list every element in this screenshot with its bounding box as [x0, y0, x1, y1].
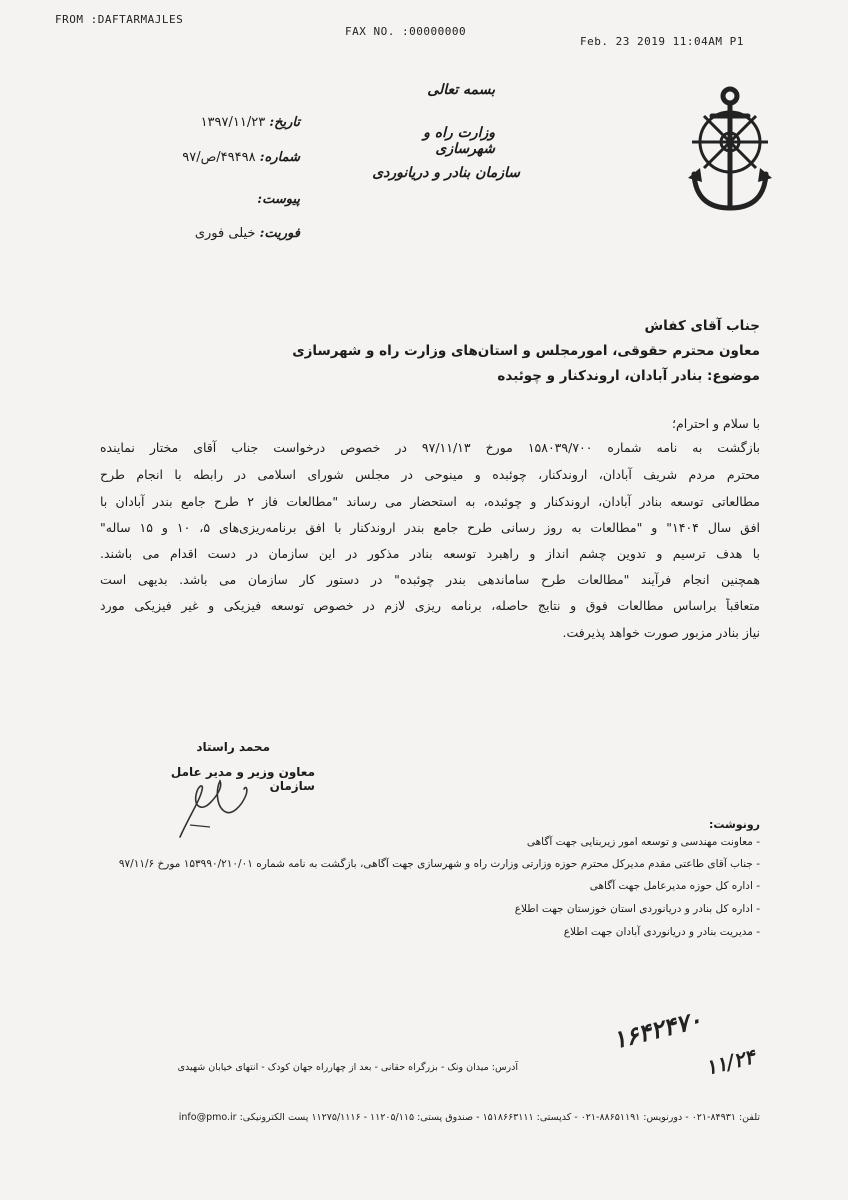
fax-datetime: Feb. 23 2019 11:04AM P1: [580, 35, 744, 48]
date-row: [170, 115, 300, 130]
footer-address: آدرس: میدان ونک - بزرگراه حقانی - بعد از چهارراه جهان کودک - انتهای خیابان شهیدی: [177, 1062, 518, 1073]
body-line: متعاقباً براساس مطالعات فوق و نتایج حاصله، برنامه ریزی لازم در خصوص توسعه فیزیکی و غیر فیزیکی مورد: [100, 598, 760, 613]
number-label: شماره:: [259, 150, 300, 165]
signatory-title: معاون وزیر و مدیر عامل سازمان: [170, 765, 315, 793]
bismillah-heading: بسمه تعالی: [427, 82, 495, 98]
addressee-title: معاون محترم حقوقی، امورمجلس و استان‌های وزارت راه و شهرسازی: [292, 343, 760, 359]
handwritten-receipt-date: ۱۱/۲۴: [702, 1044, 758, 1080]
organization-name: سازمان بنادر و دریانوردی: [372, 165, 520, 181]
cc-heading: رونوشت:: [708, 818, 760, 831]
fax-from: FROM :DAFTARMAJLES: [55, 13, 184, 26]
handwritten-receipt-number: ۱۶۴۲۴۷۰: [609, 1004, 705, 1055]
fax-number: FAX NO. :00000000: [345, 25, 467, 38]
cc-item: - جناب آقای طاعتی مقدم مدیرکل محترم حوزه وزارتی وزارت راه و شهرسازی جهت آگاهی، بازگشت به نامه شماره ۱۵۳۹۹۰/۲۱۰/۰۱ مورخ ۹۷/۱۱/۶: [118, 858, 760, 870]
urgency-label: فوریت:: [259, 226, 300, 241]
body-line: افق سال ۱۴۰۴" و "مطالعات به روز رسانی طرح جامع بندر اروندکنار با افق برنامه‌ریزی‌های ۵، ۱۰ و ۱۵ ساله": [100, 520, 760, 535]
body-line: محترم مردم شریف آبادان، اروندکنار، چوئبده و مینوحی در مجلس شورای اسلامی در رابطه با انجام طرح: [100, 467, 760, 482]
date-value: ۱۳۹۷/۱۱/۲۳: [200, 115, 266, 130]
date-label: تاریخ:: [269, 115, 300, 130]
subject-line: موضوع: بنادر آبادان، اروندکنار و چوئبده: [497, 368, 760, 384]
ministry-name: وزارت راه و شهرسازی: [423, 125, 495, 157]
body-line: با هدف ترسیم و تدوین چشم انداز و راهبرد توسعه بنادر مذکور در این سازمان در دست اقدام می باشند.: [100, 546, 760, 561]
cc-item: - اداره کل بنادر و دریانوردی استان خوزستان جهت اطلاع: [514, 903, 760, 915]
number-value: ۴۹۴۹۸/ص/۹۷: [182, 150, 256, 165]
body-line: مطالعاتی توسعه بنادر آبادان، اروندکنار و چوئبده، به استحضار می رساند "مطالعات فاز ۲ طرح جامع بندر آبادان با: [100, 494, 760, 509]
addressee-name: جناب آقای کفاش: [644, 318, 760, 334]
attachment-label: پیوست:: [257, 192, 300, 207]
organization-logo: [682, 82, 777, 222]
urgency-row: [170, 226, 300, 241]
body-line: بازگشت به نامه شماره ۱۵۸۰۳۹/۷۰۰ مورخ ۹۷/۱۱/۱۳ در خصوص درخواست جناب آقای مختار نماینده: [100, 440, 760, 455]
signatory-name: محمد راستاد: [196, 740, 270, 754]
body-line: همچنین انجام فرآیند "مطالعات طرح ساماندهی بندر چوئبده" در دستور کار سازمان می باشد. بدیهی است: [100, 572, 760, 587]
anchor-wheel-icon: [682, 82, 777, 222]
urgency-value: خیلی فوری: [194, 226, 256, 241]
footer-contact: تلفن: ۸۴۹۳۱-۰۲۱ - دورنویس: ۸۸۶۵۱۱۹۱-۰۲۱ - کدپستی: ۱۵۱۸۶۶۳۱۱۱ - صندوق پستی: ۱۱۲۰۵/۱۱۵ - ۱۱۲۷۵/۱۱۱۶ پست الکترونیکی: info@pmo.ir: [178, 1112, 760, 1123]
cc-item: - معاونت مهندسی و توسعه امور زیربنایی جهت آگاهی: [526, 836, 760, 848]
handwritten-signature: [150, 755, 290, 845]
number-row: [170, 150, 300, 165]
body-line: نیاز بنادر مزبور صورت خواهد پذیرفت.: [562, 625, 760, 640]
greeting: با سلام و احترام؛: [672, 416, 760, 431]
cc-item: - اداره کل حوزه مدیرعامل جهت آگاهی: [589, 880, 760, 892]
cc-item: - مدیریت بنادر و دریانوردی آبادان جهت اطلاع: [563, 926, 760, 938]
attachment-row: [170, 192, 300, 207]
